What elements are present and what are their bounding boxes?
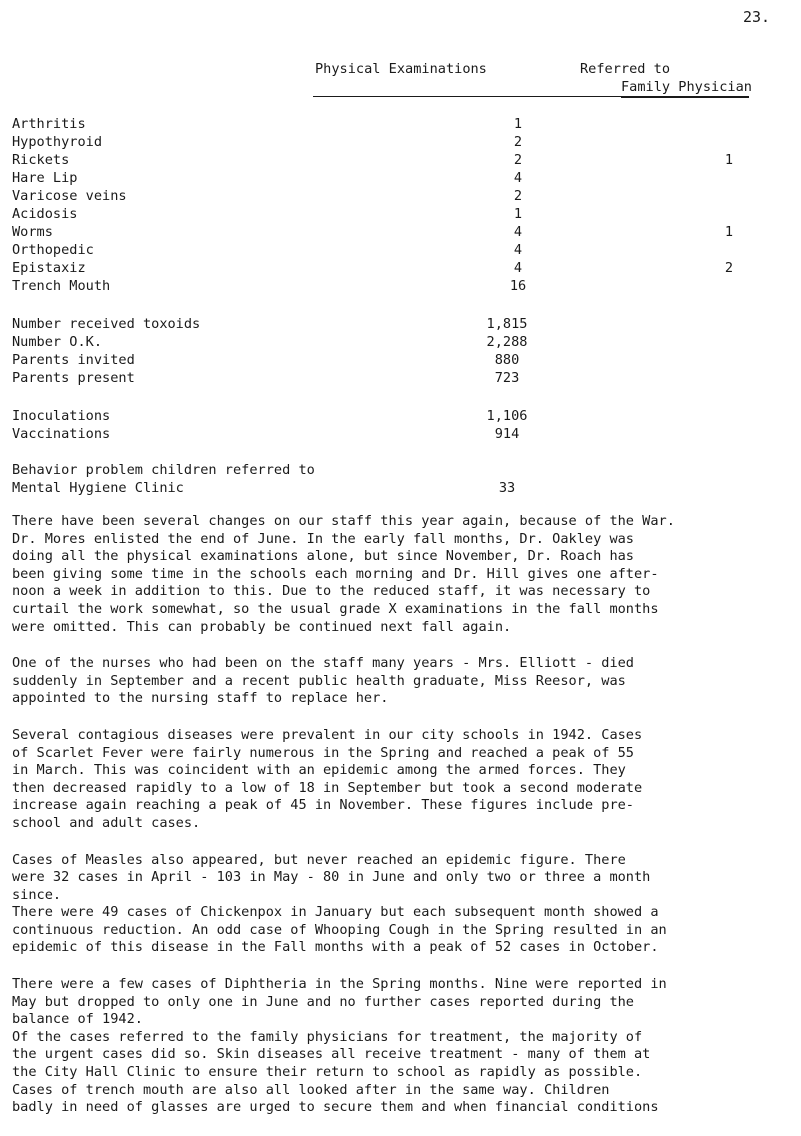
toxoid-value: 723 bbox=[494, 370, 520, 386]
body-text bbox=[12, 513, 790, 1136]
inoculation-row bbox=[12, 426, 772, 444]
header-physical-examinations: Physical Examinations bbox=[315, 61, 487, 77]
condition-count: 16 bbox=[509, 278, 527, 294]
toxoid-value: 1,815 bbox=[486, 316, 528, 332]
toxoid-label: Number O.K. bbox=[12, 334, 103, 350]
behavior-label-1: Behavior problem children referred to bbox=[12, 462, 315, 478]
condition-label: Acidosis bbox=[12, 206, 78, 222]
condition-row bbox=[12, 206, 772, 224]
condition-count: 4 bbox=[513, 260, 523, 276]
condition-label: Trench Mouth bbox=[12, 278, 111, 294]
inoculation-row bbox=[12, 408, 772, 426]
page-number: 23. bbox=[743, 8, 771, 26]
condition-referred: 1 bbox=[724, 224, 734, 240]
toxoid-label: Parents present bbox=[12, 370, 135, 386]
header-family-physician: Family Physician bbox=[621, 79, 752, 95]
toxoid-row bbox=[12, 334, 772, 352]
condition-referred: 1 bbox=[724, 152, 734, 168]
condition-row bbox=[12, 152, 772, 170]
behavior-value: 33 bbox=[498, 480, 516, 496]
condition-count: 4 bbox=[513, 242, 523, 258]
toxoid-value: 880 bbox=[494, 352, 520, 368]
paragraph-staff-changes: There have been several changes on our staff this year again, because of the War. Dr. Mores enlisted the end of June. In the early fall months, Dr. Oakley was doing all the physical examinations alone, but since November, Dr. Roach has been giving some time in the schools each morning and Dr. Hill gives one after- noon a week in addition to this. Due to the reduced staff, it was necessary to curtail the work somewhat, so the usual grade X examinations in the fall months were omitted. This can probably be continued next fall again. bbox=[12, 513, 675, 635]
condition-row bbox=[12, 242, 772, 260]
condition-row bbox=[12, 170, 772, 188]
toxoid-row bbox=[12, 352, 772, 370]
condition-label: Arthritis bbox=[12, 116, 86, 132]
paragraph-nurses: One of the nurses who had been on the staff many years - Mrs. Elliott - died suddenly in September and a recent public health graduate, Miss Reesor, was appointed to the nursing staff to replace her. bbox=[12, 655, 634, 707]
condition-label: Hypothyroid bbox=[12, 134, 103, 150]
paragraph-scarlet-fever: Several contagious diseases were prevalent in our city schools in 1942. Cases of Scarlet Fever were fairly numerous in the Spring and reached a peak of 55 in March. This was coincident with an epidemic among the armed forces. They then decreased rapidly to a low of 18 in September but took a second moderate increase again reaching a peak of 45 in November. These figures include pre- school and adult cases. bbox=[12, 726, 643, 831]
inoculation-value: 1,106 bbox=[486, 408, 528, 424]
condition-count: 4 bbox=[513, 170, 523, 186]
condition-row bbox=[12, 188, 772, 206]
family-physician-underline bbox=[621, 97, 749, 98]
header-referred-to: Referred to bbox=[580, 61, 671, 77]
inoculation-value: 914 bbox=[494, 426, 520, 442]
condition-label: Hare Lip bbox=[12, 170, 78, 186]
behavior-line-1 bbox=[12, 462, 772, 480]
inoculation-label: Vaccinations bbox=[12, 426, 111, 442]
condition-count: 1 bbox=[513, 116, 523, 132]
condition-label: Rickets bbox=[12, 152, 70, 168]
condition-row bbox=[12, 116, 772, 134]
condition-row bbox=[12, 278, 772, 296]
condition-row bbox=[12, 224, 772, 242]
toxoid-row bbox=[12, 370, 772, 388]
paragraph-diphtheria: There were a few cases of Diphtheria in the Spring months. Nine were reported in May but dropped to only one in June and no further cases reported during the balance of 1942. Of the cases referred to the family physicians for treatment, the majority of the urgent cases did so. Skin diseases all receive treatment - many of them at the City Hall Clinic to ensure their return to school as rapidly as possible. Cases of trench mouth are also all looked after in the same way. Children badly in need of glasses are urged to secure them and when financial conditions bbox=[12, 976, 667, 1116]
condition-label: Epistaxiz bbox=[12, 260, 86, 276]
condition-count: 4 bbox=[513, 224, 523, 240]
condition-count: 2 bbox=[513, 188, 523, 204]
behavior-label-2: Mental Hygiene Clinic bbox=[12, 480, 184, 496]
condition-label: Orthopedic bbox=[12, 242, 94, 258]
condition-label: Worms bbox=[12, 224, 53, 240]
condition-count: 1 bbox=[513, 206, 523, 222]
toxoid-value: 2,288 bbox=[486, 334, 528, 350]
condition-row bbox=[12, 134, 772, 152]
toxoid-label: Number received toxoids bbox=[12, 316, 201, 332]
paragraph-measles: Cases of Measles also appeared, but never reached an epidemic figure. There were 32 cases in April - 103 in May - 80 in June and only two or three a month since. There were 49 cases of Chickenpox in January but each subsequent month showed a continuous reduction. An odd case of Whooping Cough in the Spring resulted in an epidemic of this disease in the Fall months with a peak of 52 cases in October. bbox=[12, 851, 667, 956]
behavior-line-2 bbox=[12, 480, 772, 498]
condition-label: Varicose veins bbox=[12, 188, 127, 204]
toxoid-row bbox=[12, 316, 772, 334]
condition-count: 2 bbox=[513, 152, 523, 168]
inoculation-label: Inoculations bbox=[12, 408, 111, 424]
condition-referred: 2 bbox=[724, 260, 734, 276]
condition-count: 2 bbox=[513, 134, 523, 150]
toxoid-label: Parents invited bbox=[12, 352, 135, 368]
condition-row bbox=[12, 260, 772, 278]
